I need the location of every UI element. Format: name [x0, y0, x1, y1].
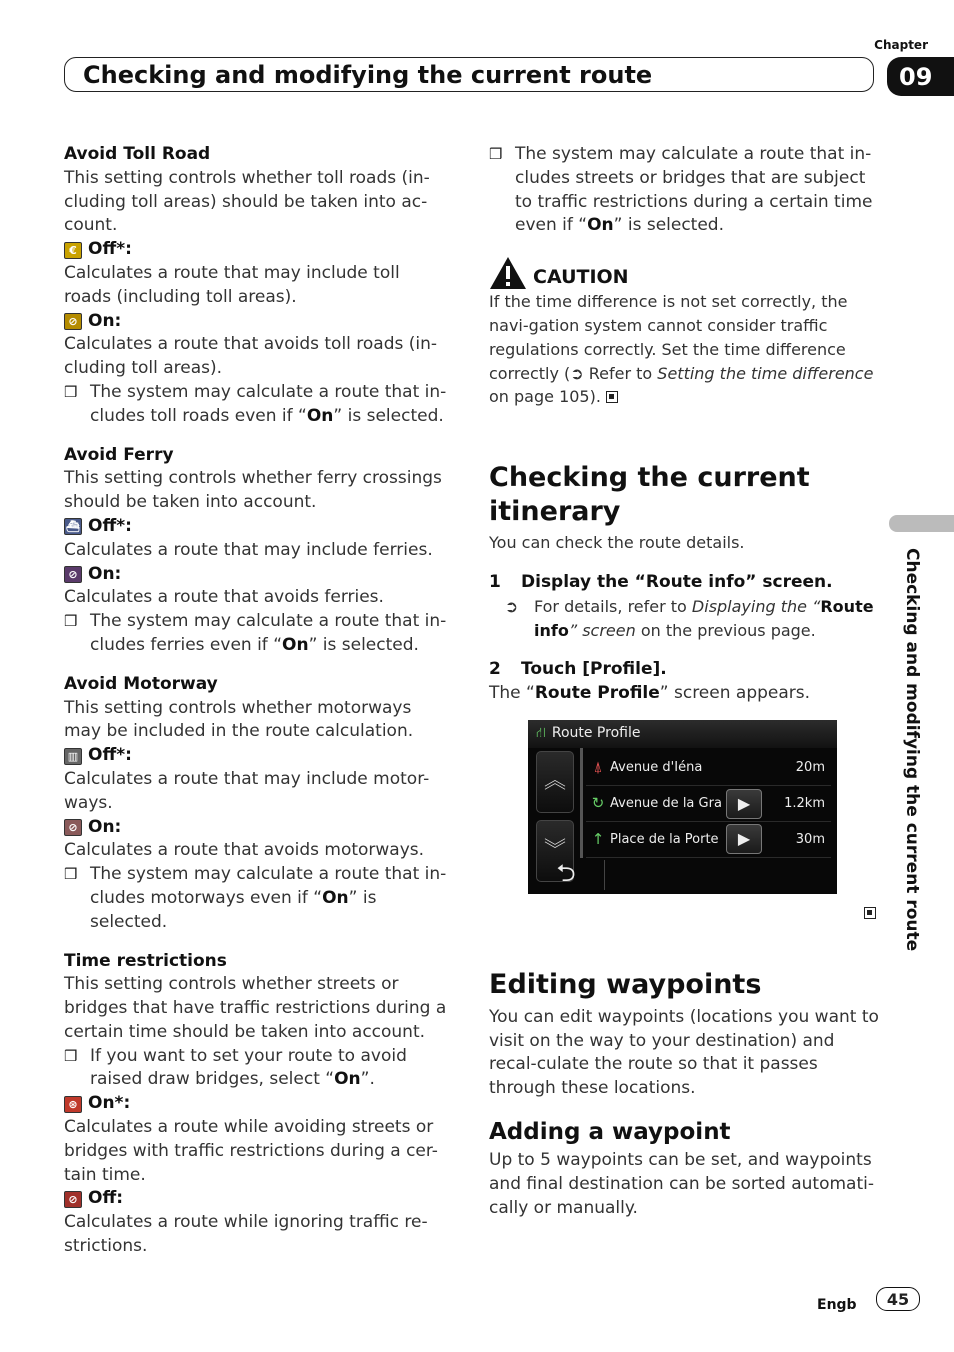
footer-language: Engb [817, 1297, 857, 1313]
toll-off-desc: Calculates a route that may include toll roads (including toll areas). [64, 262, 400, 307]
time-desc: This setting controls whether streets or bridges that have traffic restrictions during a certain time should be taken into account. [64, 974, 447, 1042]
ferry-note-bold: On [282, 634, 309, 655]
toll-on-label: On: [88, 310, 122, 331]
list-item[interactable] [586, 751, 831, 786]
adding-text: Up to 5 waypoints can be set, and waypoints and final destination can be sorted automati-cally or manually. [489, 1149, 874, 1218]
ferry-heading: Avoid Ferry [64, 444, 174, 465]
roundabout-icon: ↻ [591, 794, 605, 813]
scrollbar[interactable] [580, 748, 583, 858]
arrow-ref-icon: ➲ [570, 363, 584, 383]
adding-heading: Adding a waypoint [489, 1118, 731, 1145]
screen-title: Route Profile [551, 725, 641, 742]
ferry-on-label: On: [88, 563, 122, 584]
row-name: Avenue de la Gra [610, 796, 722, 812]
time-note-2-bold: On [587, 215, 614, 236]
side-tab-marker [889, 515, 954, 532]
note-checkbox-icon: ❒ [64, 612, 78, 631]
toll-off-icon: € [64, 242, 82, 259]
time-heading: Time restrictions [64, 950, 227, 971]
time-on-desc: Calculates a route while avoiding streets or bridges with traffic restrictions during a cer-tain time. [64, 1117, 438, 1185]
toll-note: The system may calculate a route that in-cludes toll roads even if “ [90, 381, 447, 426]
step1-ref-italic: Displaying the “ [691, 596, 821, 616]
right-column [489, 143, 879, 1220]
waypoints-text: You can edit waypoints (locations you want to visit on the way to your destination) and recal-culate the route so that it passes through these locations. [489, 1006, 879, 1099]
chapter-label: Chapter [874, 38, 928, 52]
motorway-off-icon: ▥ [64, 748, 82, 765]
back-button[interactable]: ⮌ [556, 859, 576, 888]
step2-result-bold: Route Profile [534, 683, 660, 704]
toll-note-end: ” is selected. [333, 405, 444, 426]
caution-ref-italic: Setting the time difference [657, 363, 874, 383]
straight-arrow-icon: ↑ [591, 830, 605, 849]
motorway-note: The system may calculate a route that in-cludes motorways even if “ [90, 864, 447, 908]
time-on-icon: ⊛ [64, 1096, 82, 1113]
motorway-on-label: On: [88, 816, 122, 837]
note-checkbox-icon: ❒ [489, 145, 503, 163]
step2-text: Touch [Profile]. [521, 659, 667, 680]
motorway-heading: Avoid Motorway [64, 673, 218, 694]
motorway-note-bold: On [322, 887, 349, 908]
toll-desc: This setting controls whether toll roads (in-cluding toll areas) should be taken into ac-count. [64, 167, 430, 236]
play-button[interactable]: ▶ [726, 824, 762, 854]
scroll-down-button[interactable]: ︾ [536, 820, 574, 882]
side-tab-text [895, 548, 925, 1013]
side-tab-label: Checking and modifying the current route [902, 548, 922, 952]
screen-title-bar [528, 720, 837, 748]
step2-result: The “ [489, 683, 535, 704]
row-distance: 1.2km [784, 796, 825, 812]
ferry-off-desc: Calculates a route that may include ferries. [64, 539, 433, 560]
step1-number: 1 [489, 571, 501, 592]
route-profile-screenshot [528, 720, 837, 894]
caution-text: If the time difference is not set correctly, the navi-gation system cannot consider traffic regulations correctly. Set the time difference correctly ( [489, 292, 848, 383]
note-checkbox-icon: ❒ [64, 382, 78, 401]
ferry-desc: This setting controls whether ferry crossings should be taken into account. [64, 468, 442, 513]
caution-ref: Refer to [583, 363, 658, 383]
motorway-off-desc: Calculates a route that may include motor-ways. [64, 768, 430, 813]
itinerary-heading: Checking the current itinerary [489, 462, 810, 528]
time-note: If you want to set your route to avoid raised draw bridges, select “ [90, 1045, 407, 1090]
time-off-icon: ⊘ [64, 1191, 82, 1208]
row-name: Place de la Porte [610, 832, 719, 848]
toll-on-desc: Calculates a route that avoids toll roads (in-cluding toll areas). [64, 334, 438, 379]
divider [604, 860, 605, 890]
note-checkbox-icon: ❒ [64, 865, 78, 884]
time-on-label: On*: [88, 1093, 131, 1114]
step1-ref-italic2: ” screen [568, 620, 636, 640]
list-item[interactable] [586, 823, 831, 858]
waypoints-heading: Editing waypoints [489, 968, 762, 1000]
toll-note-bold: On [306, 405, 334, 426]
route-icon: ⛙ [536, 725, 546, 742]
ferry-note: The system may calculate a route that in-cludes ferries even if “ [90, 611, 447, 655]
play-button[interactable]: ▶ [726, 789, 762, 819]
note-checkbox-icon: ❒ [64, 1046, 78, 1065]
row-distance: 30m [795, 832, 825, 848]
end-mark-icon [606, 391, 618, 403]
motorway-desc: This setting controls whether motorways may be included in the route calculation. [64, 697, 414, 742]
motorway-on-desc: Calculates a route that avoids motorways. [64, 840, 425, 861]
warning-icon [489, 256, 527, 290]
chapter-number: 09 [887, 57, 954, 96]
time-note-2-end: ” is selected. [613, 215, 724, 236]
row-name: Avenue d'Iéna [610, 760, 703, 776]
motorway-off-label: Off*: [88, 745, 132, 766]
ferry-on-desc: Calculates a route that avoids ferries. [64, 587, 384, 608]
scroll-up-button[interactable]: ︽ [536, 751, 574, 813]
end-mark-icon [864, 907, 876, 919]
ferry-off-label: Off*: [88, 515, 132, 536]
step1-ref-bold: Route info [534, 596, 874, 640]
toll-heading: Avoid Toll Road [64, 144, 211, 164]
page-number: 45 [876, 1287, 920, 1311]
caution-title: CAUTION [533, 266, 629, 289]
time-off-desc: Calculates a route while ignoring traffic re-strictions. [64, 1212, 428, 1257]
time-note-2: The system may calculate a route that in-cludes streets or bridges that are subject to traffic restrictions during a certain time even if “ [515, 144, 873, 236]
step1-ref-end: on the previous page. [635, 620, 816, 640]
ferry-off-icon: ⛴ [64, 518, 82, 535]
motorway-note-end: ” is selected. [90, 887, 377, 932]
ferry-on-icon: ⊘ [64, 566, 82, 583]
step2-result-end: ” screen appears. [659, 683, 811, 704]
caution-ref-end: on page 105). [489, 387, 601, 407]
step2-number: 2 [489, 659, 501, 680]
motorway-on-icon: ⊘ [64, 819, 82, 836]
toll-on-icon: ⊘ [64, 313, 82, 330]
step1-text: Display the “Route info” screen. [521, 571, 833, 592]
time-note-bold: On [334, 1069, 361, 1090]
ferry-note-end: ” is selected. [308, 634, 419, 655]
time-off-label: Off: [88, 1188, 124, 1209]
north-arrow-icon: ⍋ [593, 758, 603, 777]
toll-off-label: Off*: [88, 239, 132, 260]
list-item[interactable] [586, 787, 831, 822]
page-title: Checking and modifying the current route [64, 57, 874, 92]
itinerary-intro: You can check the route details. [489, 533, 745, 553]
time-note-end: ”. [360, 1069, 375, 1090]
arrow-ref-icon: ➲ [504, 596, 519, 616]
left-column [64, 143, 449, 1259]
row-distance: 20m [795, 760, 825, 776]
step1-ref: For details, refer to [534, 596, 692, 616]
